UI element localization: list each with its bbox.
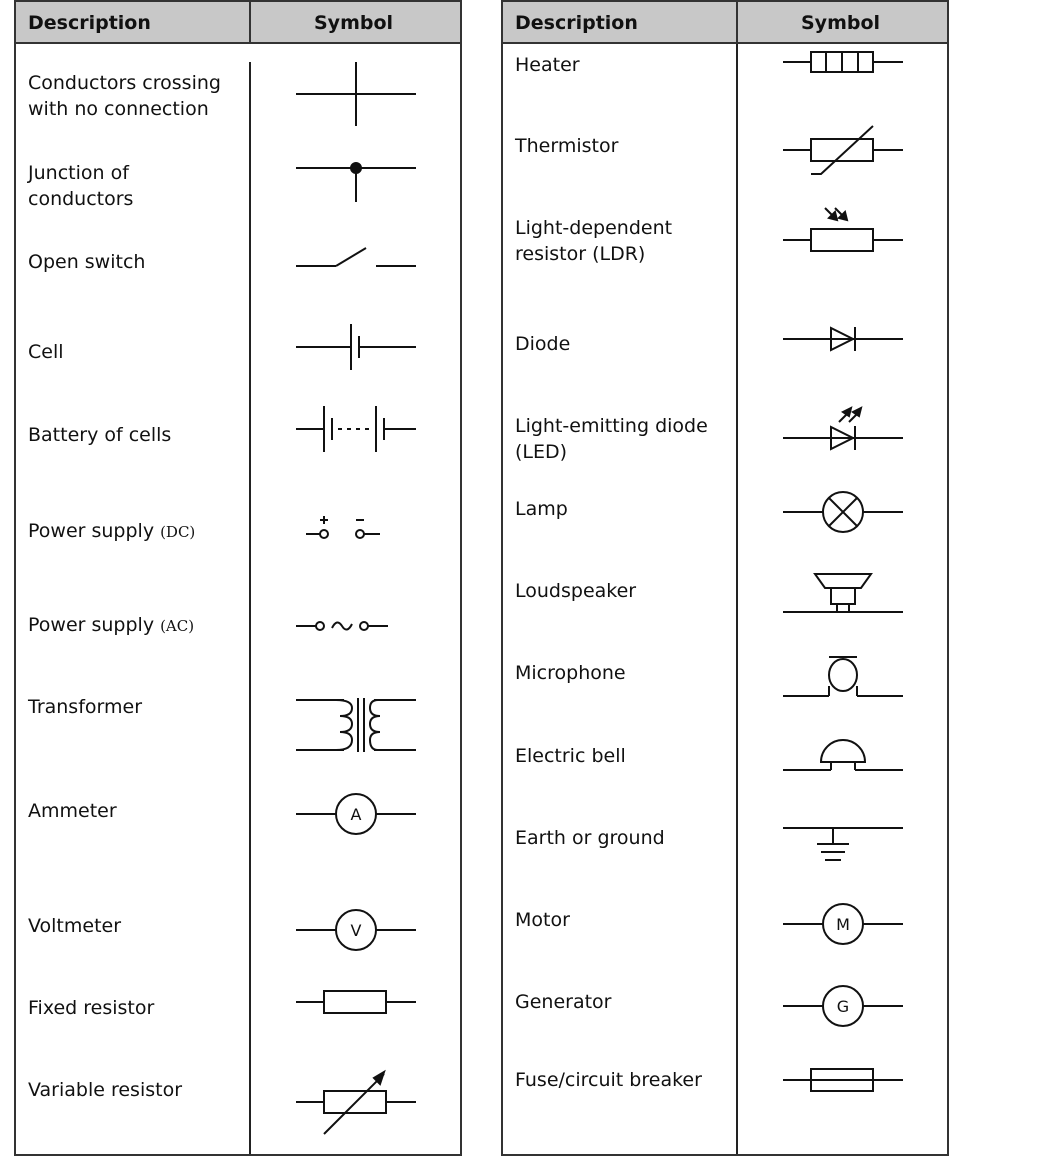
motor-glyph: M — [836, 915, 850, 934]
fixed-resistor-icon — [286, 988, 426, 1020]
table-header — [503, 2, 947, 44]
description-loudspeaker: Loudspeaker — [515, 580, 637, 602]
crossing-conductors-icon — [286, 60, 426, 130]
diode-icon — [773, 324, 913, 354]
description-lamp: Lamp — [515, 498, 568, 520]
description-heater: Heater — [515, 54, 580, 76]
description-generator: Generator — [515, 991, 612, 1013]
description-dc-supply: Power supply (DC) — [28, 520, 196, 542]
battery-icon — [286, 404, 426, 454]
description-cell: Cell — [28, 341, 64, 363]
description-junction: Junction of conductors — [28, 162, 134, 210]
lamp-icon — [773, 490, 913, 534]
earth-icon — [773, 822, 913, 866]
ammeter-glyph: A — [350, 805, 362, 824]
description-microphone: Microphone — [515, 662, 626, 684]
motor-icon — [773, 902, 913, 946]
symbols-table-right — [501, 0, 949, 1156]
ldr-icon — [773, 204, 913, 256]
voltmeter-glyph: V — [350, 921, 362, 940]
description-crossing: Conductors crossing with no connection — [28, 72, 221, 120]
description-fuse: Fuse/circuit breaker — [515, 1069, 702, 1091]
transformer-icon — [286, 694, 426, 756]
description-led: Light-emitting diode (LED) — [515, 415, 708, 463]
description-ldr: Light-dependent resistor (LDR) — [515, 217, 673, 265]
symbol-header: Symbol — [801, 12, 881, 34]
table-header — [16, 2, 460, 44]
description-ammeter: Ammeter — [28, 800, 117, 822]
microphone-icon — [773, 654, 913, 700]
description-motor: Motor — [515, 909, 570, 931]
generator-glyph: G — [836, 997, 850, 1016]
description-ac-supply: Power supply (AC) — [28, 614, 195, 636]
description-diode: Diode — [515, 333, 571, 355]
variable-resistor-icon — [286, 1068, 426, 1138]
symbol-header: Symbol — [314, 12, 394, 34]
description-open-switch: Open switch — [28, 251, 146, 273]
heater-icon — [773, 48, 913, 76]
description-fixed-resistor: Fixed resistor — [28, 997, 155, 1019]
symbols-table-left — [14, 0, 462, 1156]
thermistor-icon — [773, 122, 913, 178]
dc-supply-icon — [286, 512, 426, 548]
ammeter-icon — [286, 792, 426, 836]
description-variable-resistor: Variable resistor — [28, 1079, 183, 1101]
description-earth: Earth or ground — [515, 827, 665, 849]
generator-icon — [773, 984, 913, 1028]
description-header: Description — [28, 12, 151, 34]
description-voltmeter: Voltmeter — [28, 915, 122, 937]
description-transformer: Transformer — [28, 696, 143, 718]
ac-supply-icon — [286, 608, 426, 644]
description-electric-bell: Electric bell — [515, 745, 626, 767]
description-battery: Battery of cells — [28, 424, 172, 446]
electric-bell-icon — [773, 736, 913, 776]
open-switch-icon — [286, 238, 426, 278]
led-icon — [773, 402, 913, 454]
voltmeter-icon — [286, 908, 426, 952]
fuse-icon — [773, 1066, 913, 1094]
cell-icon — [286, 322, 426, 372]
loudspeaker-icon — [773, 570, 913, 618]
description-header: Description — [515, 12, 638, 34]
description-thermistor: Thermistor — [515, 135, 619, 157]
junction-icon — [286, 144, 426, 204]
